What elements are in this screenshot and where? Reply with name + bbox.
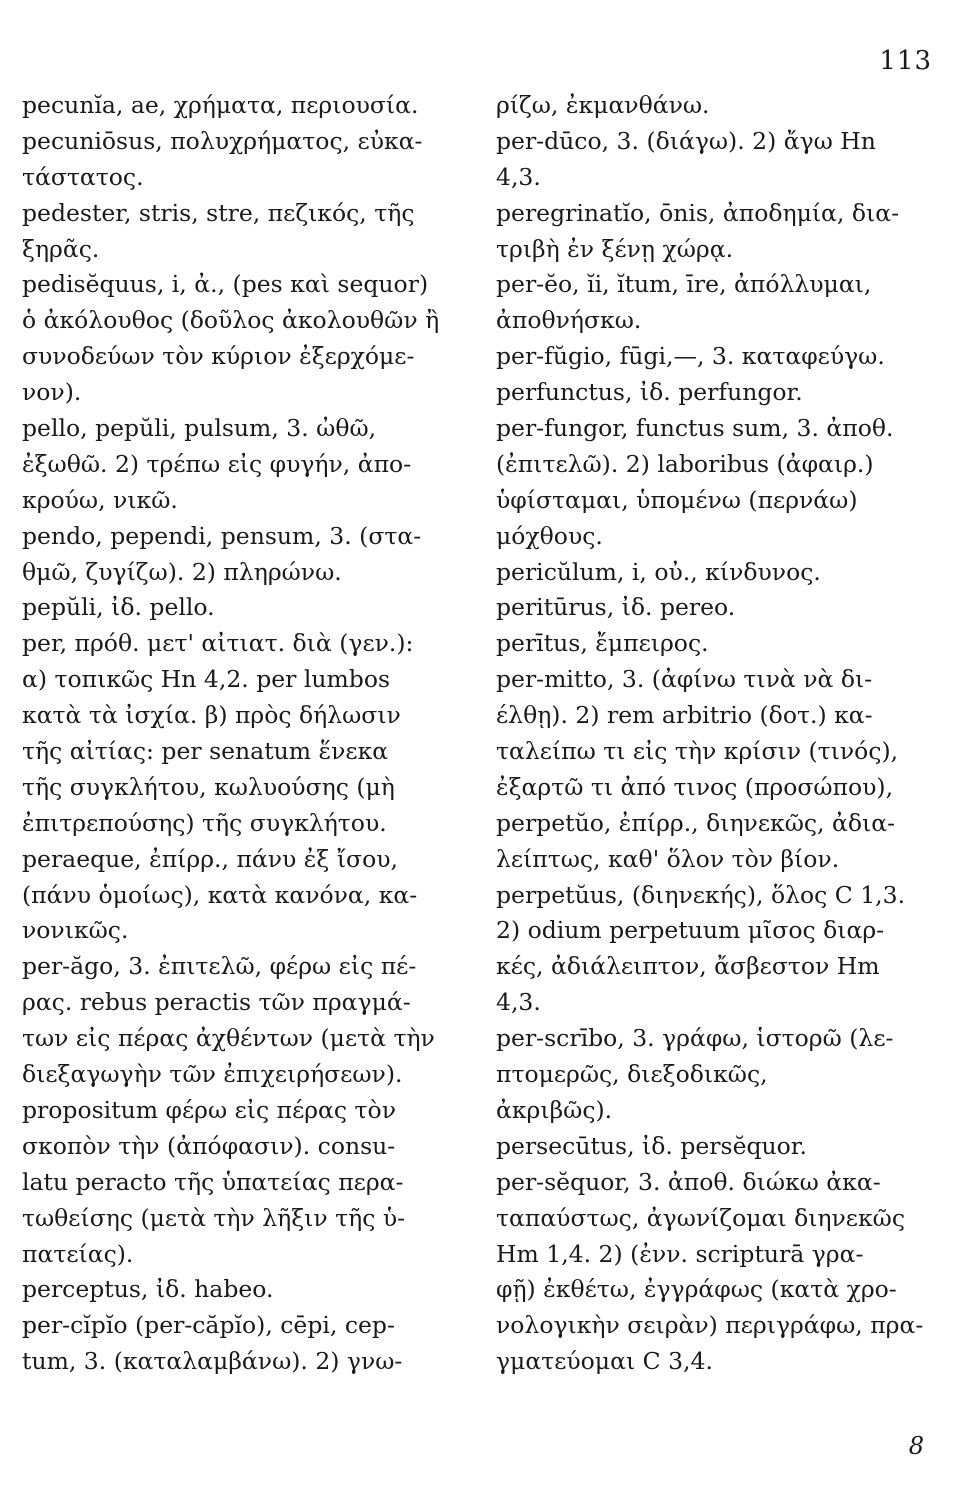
left-line: per-cĭpĭo (per-căpĭo), cēpi, cep- — [22, 1311, 395, 1340]
left-line: νονικῶς. — [22, 916, 129, 945]
left-line: ὁ ἀκόλουθος (δοῦλος ἀκολουθῶν ἢ — [22, 306, 440, 335]
left-line: νον). — [22, 378, 82, 407]
left-line: τῆς αἰτίας: per senatum ἕνεκα — [22, 737, 389, 766]
right-line: per-fŭgio, fūgi,—, 3. καταφεύγω. — [496, 342, 885, 371]
right-line: per-fungor, functus sum, 3. ἀποθ. — [496, 414, 894, 443]
left-line: per-ăgo, 3. ἐπιτελῶ, φέρω εἰς πέ- — [22, 952, 417, 981]
right-line: perfunctus, ἰδ. perfungor. — [496, 378, 803, 407]
left-line: των εἰς πέρας ἀχθέντων (μετὰ τὴν — [22, 1024, 435, 1053]
left-line: κατὰ τὰ ἰσχία. β) πρὸς δήλωσιν — [22, 701, 401, 730]
right-line: τριβὴ ἐν ξένῃ χώρᾳ. — [496, 234, 734, 263]
right-line: per-sĕquor, 3. ἀποθ. διώκω ἀκα- — [496, 1167, 881, 1196]
right-line: ἀκριβῶς). — [496, 1095, 613, 1124]
left-line: ρας. rebus peractis τῶν πραγμά- — [22, 988, 411, 1017]
left-line: pecuniōsus, πολυχρήματος, εὐκα- — [22, 126, 423, 155]
right-line: ρίζω, ἐκμανθάνω. — [496, 91, 710, 119]
right-line: Hm 1,4. 2) (ἐνν. scripturā γρα- — [496, 1239, 864, 1268]
left-line: (πάνυ ὁμοίως), κατὰ κανόνα, κα- — [22, 880, 418, 909]
right-line: 4,3. — [496, 988, 541, 1017]
right-line: per-scrībo, 3. γράφω, ἱστορῶ (λε- — [496, 1024, 894, 1053]
right-line: νολογικὴν σειρὰν) περιγράφω, πρα- — [496, 1311, 924, 1340]
left-line: ξηρᾶς. — [22, 234, 100, 263]
left-line: κρούω, νικῶ. — [22, 485, 178, 514]
left-line: pendo, pependi, pensum, 3. (στα- — [22, 521, 422, 550]
right-line: ὑφίσταμαι, ὑπομένω (περνάω) — [496, 485, 858, 514]
right-line: pericŭlum, i, οὐ., κίνδυνος. — [496, 557, 821, 586]
right-line: λείπτως, καθ' ὅλον τὸν βίον. — [496, 844, 840, 873]
right-line: γματεύομαι C 3,4. — [496, 1347, 713, 1376]
left-line: latu peracto τῆς ὑπατείας περα- — [22, 1167, 404, 1196]
right-line: φῇ) ἐκθέτω, ἐγγράφως (κατὰ χρο- — [496, 1275, 897, 1304]
left-line: pello, pepŭli, pulsum, 3. ὠθῶ, — [22, 414, 377, 443]
signature-mark: 8 — [908, 1432, 924, 1460]
left-line: perceptus, ἰδ. habeo. — [22, 1275, 274, 1304]
right-line: έλθῃ). 2) rem arbitrio (δοτ.) κα- — [496, 701, 873, 730]
right-line: per-dūco, 3. (διάγω). 2) ἄγω Hn — [496, 126, 876, 155]
left-line: pedisĕquus, i, ἀ., (pes καὶ sequor) — [22, 270, 429, 299]
left-column — [22, 88, 467, 1380]
left-line: α) τοπικῶς Hn 4,2. per lumbos — [22, 665, 391, 694]
right-line: ἐξαρτῶ τι ἀπό τινος (προσώπου), — [496, 772, 894, 801]
left-line: συνοδεύων τὸν κύριον ἐξερχόμε- — [22, 342, 415, 371]
right-line: per-ĕo, ĭi, ĭtum, īre, ἀπόλλυμαι, — [496, 270, 872, 299]
left-line: pedester, stris, stre, πεζικός, τῆς — [22, 198, 415, 227]
right-line: μόχθους. — [496, 521, 603, 550]
left-line: tum, 3. (καταλαμβάνω). 2) γνω- — [22, 1347, 403, 1376]
right-column — [496, 88, 941, 1380]
right-line: ταπαύστως, ἀγωνίζομαι διηνεκῶς — [496, 1203, 905, 1232]
right-line: (ἐπιτελῶ). 2) laboribus (ἀφαιρ.) — [496, 449, 874, 478]
right-line: peritūrus, ἰδ. pereo. — [496, 593, 736, 622]
right-line: per-mitto, 3. (ἀφίνω τινὰ νὰ δι- — [496, 665, 873, 694]
right-line: ταλείπω τι εἰς τὴν κρίσιν (τινός), — [496, 737, 899, 766]
left-line: pecunĭa, ae, χρήματα, περιουσία. — [22, 91, 419, 119]
page-number: 113 — [879, 46, 932, 76]
left-line: πατείας). — [22, 1239, 134, 1268]
left-line: θμῶ, ζυγίζω). 2) πληρώνω. — [22, 557, 342, 586]
right-line: perpetŭo, ἐπίρρ., διηνεκῶς, ἀδια- — [496, 808, 896, 837]
left-line: pepŭli, ἰδ. pello. — [22, 593, 215, 622]
left-line: τάστατος. — [22, 162, 144, 191]
left-line: peraeque, ἐπίρρ., πάνυ ἐξ ἴσου, — [22, 844, 398, 873]
right-line: κές, ἀδιάλειπτον, ἄσβεστον Hm — [496, 952, 880, 981]
left-line: τῆς συγκλήτου, κωλυούσης (μὴ — [22, 772, 395, 801]
left-line: σκοπὸν τὴν (ἀπόφασιν). consu- — [22, 1131, 396, 1160]
left-line: per, πρόθ. μετ' αἰτιατ. διὰ (γεν.): — [22, 629, 414, 658]
left-line: ἐξωθῶ. 2) τρέπω εἰς φυγήν, ἀπο- — [22, 449, 412, 478]
right-line: 2) odium perpetuum μῖσος διαρ- — [496, 916, 885, 945]
left-line: ἐπιτρεπούσης) τῆς συγκλήτου. — [22, 808, 387, 837]
right-line: 4,3. — [496, 162, 541, 191]
left-line: propositum φέρω εἰς πέρας τὸν — [22, 1095, 396, 1124]
left-line: διεξαγωγὴν τῶν ἐπιχειρήσεων). — [22, 1060, 403, 1089]
right-line: peregrinatĭo, ōnis, ἀποδημία, δια- — [496, 198, 900, 227]
right-line: perītus, ἔμπειρος. — [496, 629, 709, 658]
right-line: ἀποθνήσκω. — [496, 306, 642, 335]
right-line: πτομερῶς, διεξοδικῶς, — [496, 1060, 768, 1089]
left-line: τωθείσης (μετὰ τὴν λῆξιν τῆς ὑ- — [22, 1203, 406, 1232]
right-line: persecūtus, ἰδ. persĕquor. — [496, 1131, 807, 1160]
right-line: perpetŭus, (διηνεκής), ὅλος C 1,3. — [496, 880, 906, 909]
